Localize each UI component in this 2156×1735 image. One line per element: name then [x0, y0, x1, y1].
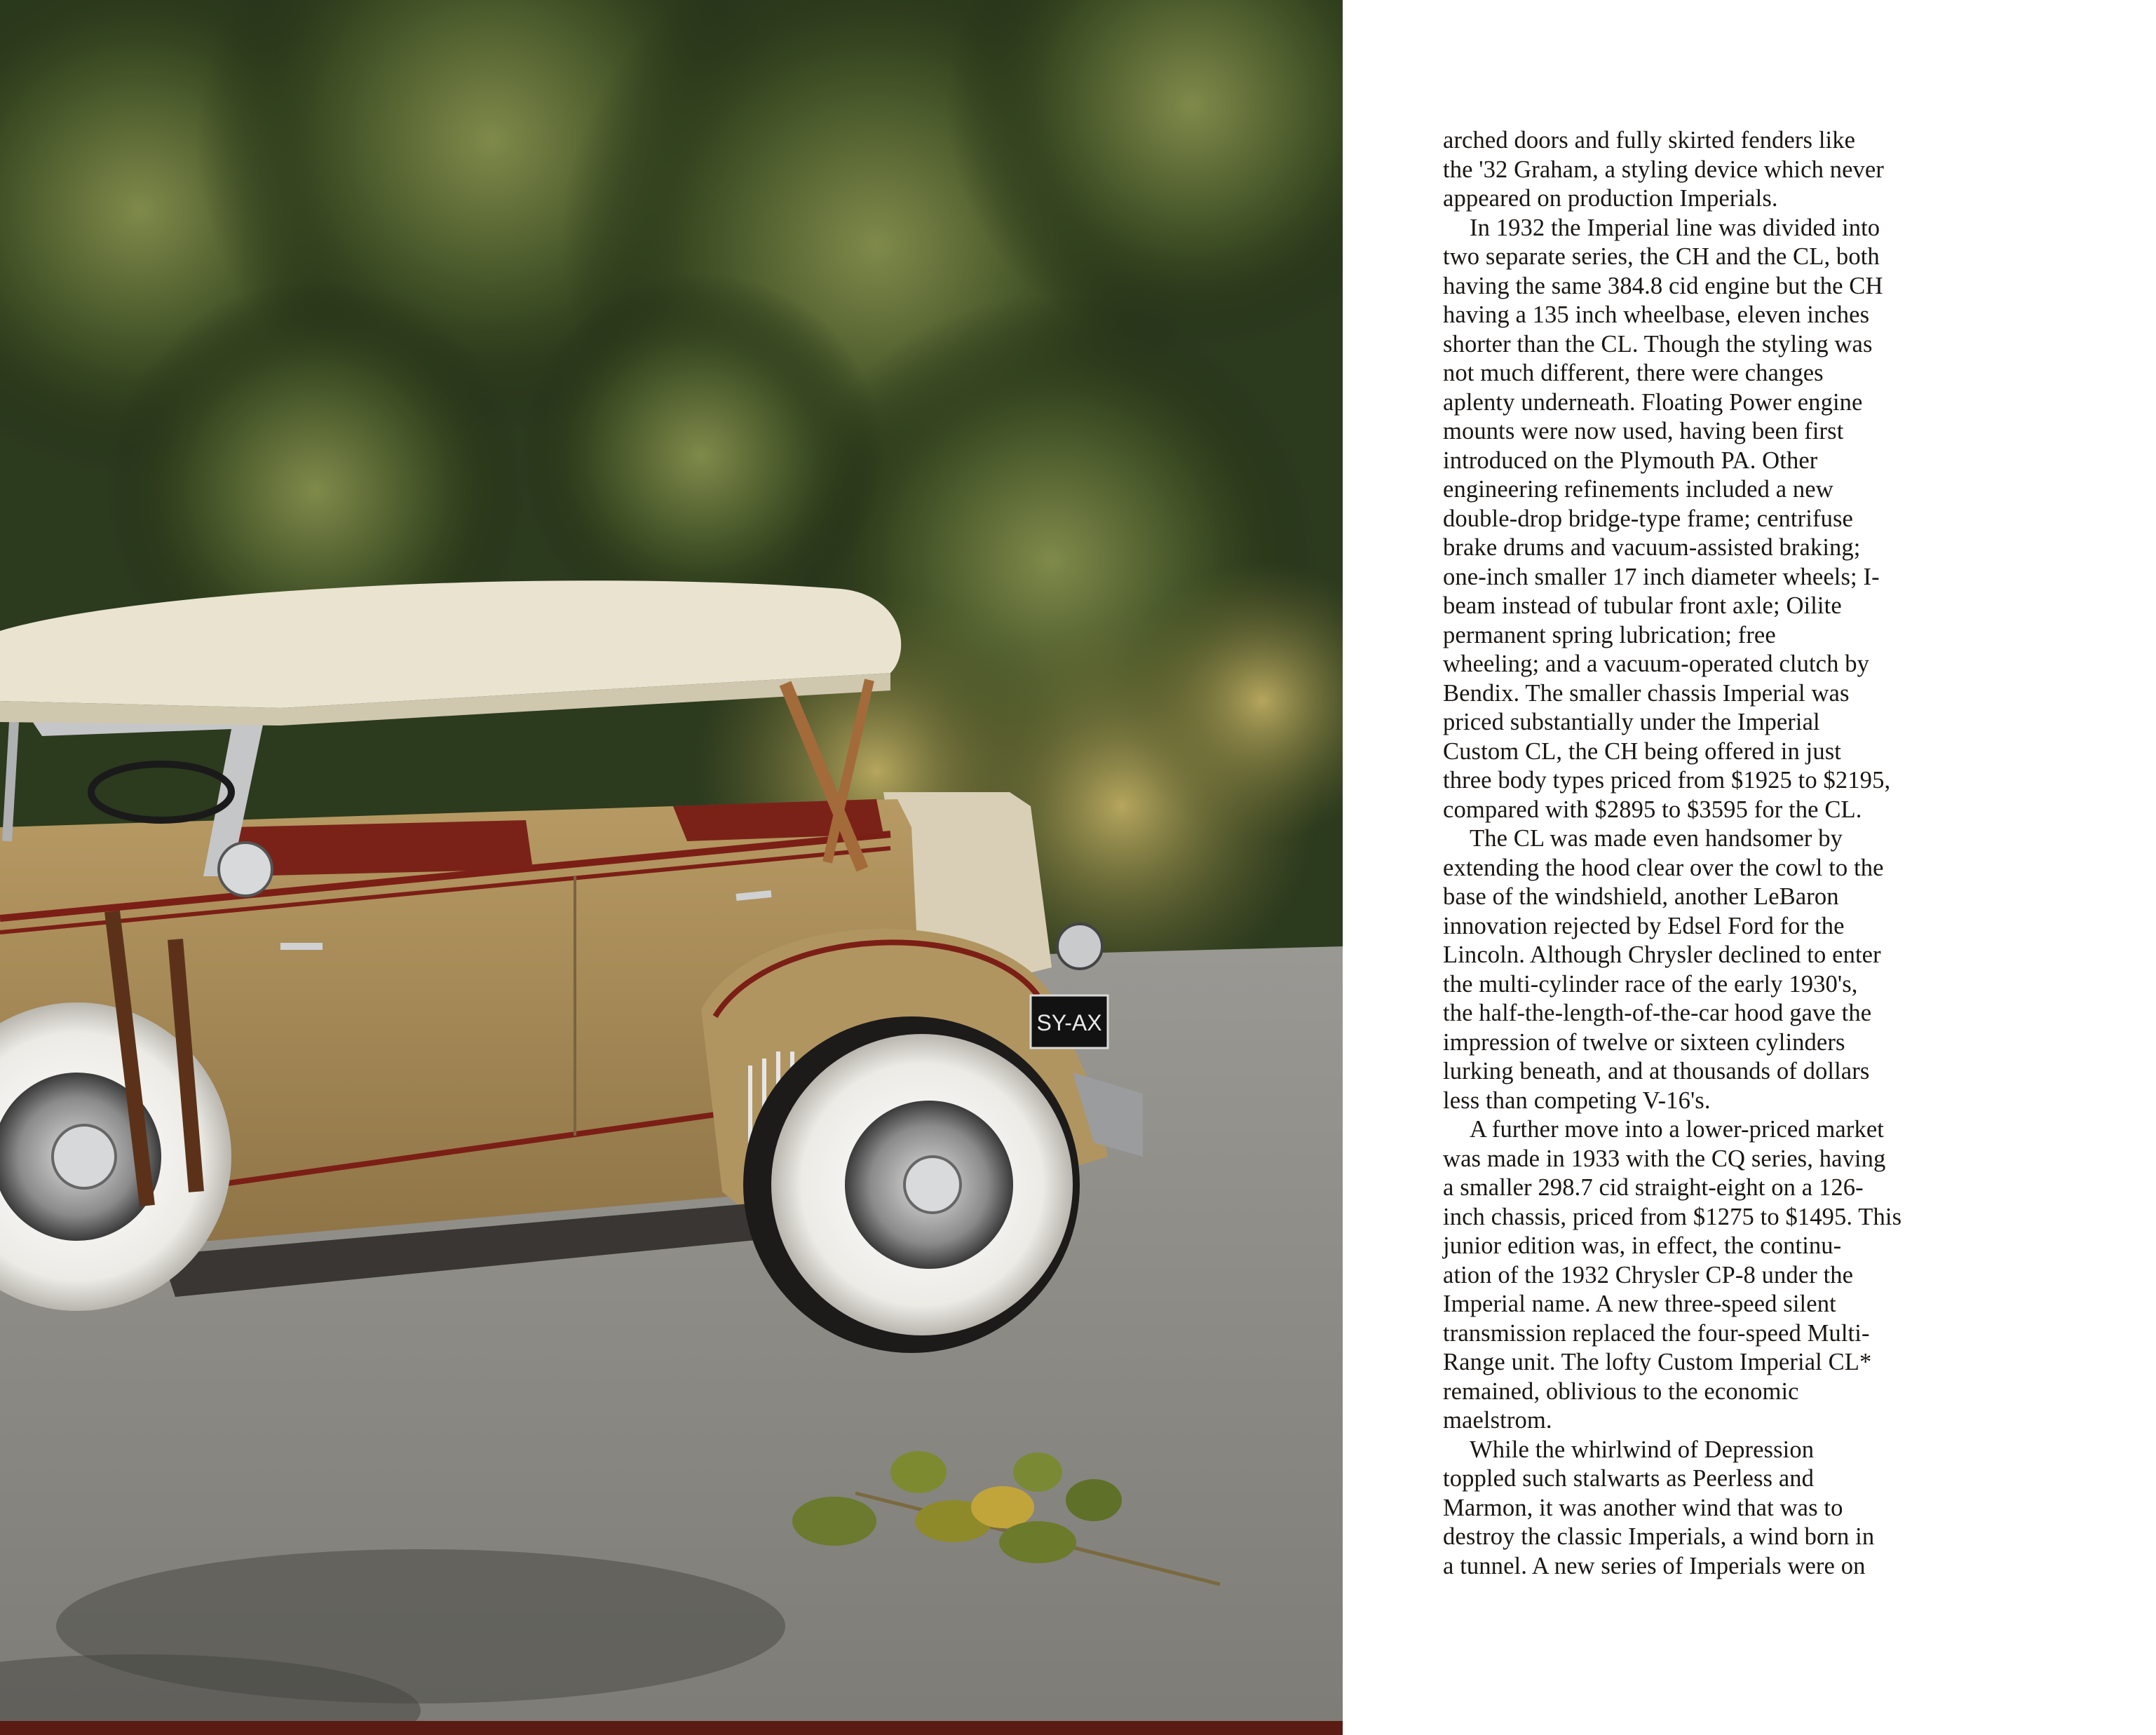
paragraph-1: arched doors and fully skirted fenders like the '32 Graham, a styling device which never appeared on production Imperials. [1443, 127, 1884, 212]
license-plate-text: SY-AX [1036, 1010, 1102, 1035]
paragraph-5: While the whirlwind of Depression toppled such stalwarts as Peerless and Marmon, it was another wind that was to destroy the classic Imperials, a wind born in a tunnel. A new series of Imperials were on [1443, 1436, 1875, 1579]
paragraph-3: The CL was made even handsomer by extending the hood clear over the cowl to the base of the windshield, another LeBaron innovation rejected by Edsel Ford for the Lincoln. Although Chrysler declined to enter the multi-cylinder race of the early 1930's, the half-the-length-of-the-car hood gave the impression of twelve or sixteen cylinders lurking beneath, and at thousands of dollars less than competing V-16's. [1443, 825, 1884, 1114]
article-text [1443, 126, 2025, 1581]
paragraph-4: A further move into a lower-priced market was made in 1933 with the CQ series, having a smaller 298.7 cid straight-eight on a 126- inch chassis, priced from $1275 to $1495. This junior edition was, in effect, the continu- ation of the 1932 Chrysler CP-8 under the Imperial name. A new three-speed silent transmission replaced the four-speed Multi- Range unit. The lofty Custom Imperial CL* remained, oblivious to the economic maelstrom. [1443, 1116, 1902, 1434]
paragraph-2: In 1932 the Imperial line was divided into two separate series, the CH and the CL, both having the same 384.8 cid engine but the CH having a 135 inch wheelbase, eleven inches shorter than the CL. Though the styling was not much different, there were changes aplenty underneath. Floating Power engine mounts were now used, having been first introduced on the Plymouth PA. Other engineering refinements included a new double-drop bridge-type frame; centrifuse brake drums and vacuum-assisted braking; one-inch smaller 17 inch diameter wheels; I- beam instead of tubular front axle; Oilite permanent spring lubrication; free wheeling; and a vacuum-operated clutch by Bendix. The smaller chassis Imperial was priced substantially under the Imperial Custom CL, the CH being offered in just three body types priced from $1925 to $2195, compared with $2895 to $3595 for the CL. [1443, 214, 1891, 823]
